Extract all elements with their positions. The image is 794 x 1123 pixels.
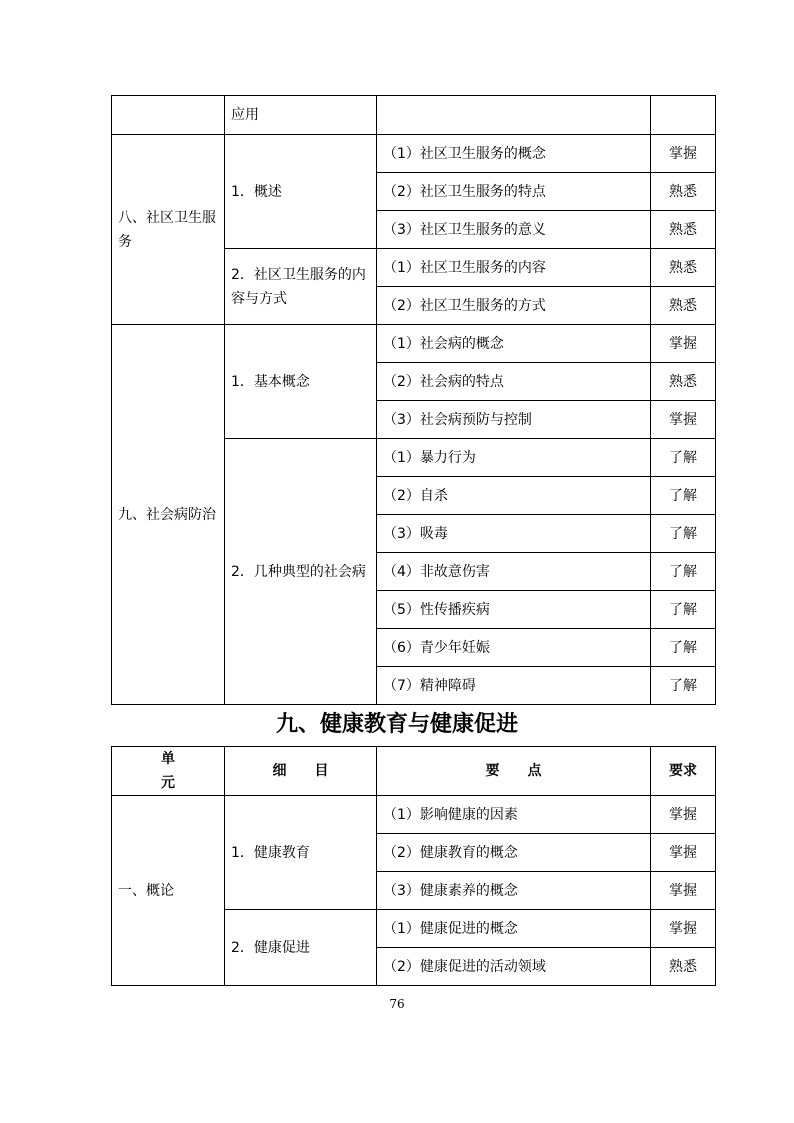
requirement-level: 熟悉 <box>651 173 716 211</box>
section-title: 九、健康教育与健康促进 <box>275 711 518 737</box>
unit-title: 八、社区卫生服务 <box>112 135 225 325</box>
unit-title: 一、概论 <box>112 796 225 986</box>
requirement-level: 熟悉 <box>651 287 716 325</box>
point-item: （3）社会病预防与控制 <box>377 401 651 439</box>
page-number: 76 <box>389 997 405 1011</box>
requirement-level: 熟悉 <box>651 363 716 401</box>
point-item: （7）精神障碍 <box>377 667 651 705</box>
point-item: （1）社区卫生服务的概念 <box>377 135 651 173</box>
detail-title: 1．基本概念 <box>225 325 377 439</box>
point-item: （2）社区卫生服务的方式 <box>377 287 651 325</box>
table-row <box>112 796 716 834</box>
requirement-level: 了解 <box>651 667 716 705</box>
point-item: （2）社区卫生服务的特点 <box>377 173 651 211</box>
header-unit: 单元 <box>112 747 225 796</box>
requirement-level: 了解 <box>651 553 716 591</box>
syllabus-table <box>111 746 716 986</box>
requirement-level: 掌握 <box>651 135 716 173</box>
requirement-cell-empty <box>651 96 716 135</box>
header-detail: 细目 <box>225 747 377 796</box>
table-row <box>112 135 716 173</box>
point-item: （1）暴力行为 <box>377 439 651 477</box>
detail-title: 1．概述 <box>225 135 377 249</box>
table-header-row <box>112 747 716 796</box>
header-point: 要点 <box>377 747 651 796</box>
detail-title: 2．几种典型的社会病 <box>225 439 377 705</box>
requirement-level: 掌握 <box>651 796 716 834</box>
requirement-level: 熟悉 <box>651 249 716 287</box>
requirement-level: 了解 <box>651 477 716 515</box>
detail-title: 2．健康促进 <box>225 910 377 986</box>
requirement-level: 掌握 <box>651 910 716 948</box>
header-requirement: 要求 <box>651 747 716 796</box>
requirement-level: 了解 <box>651 591 716 629</box>
detail-title: 1．健康教育 <box>225 796 377 910</box>
requirement-level: 了解 <box>651 439 716 477</box>
detail-title: 2．社区卫生服务的内容与方式 <box>225 249 377 325</box>
syllabus-table-continued <box>111 95 716 705</box>
point-item: （5）性传播疾病 <box>377 591 651 629</box>
point-item: （3）吸毒 <box>377 515 651 553</box>
point-item: （1）社区卫生服务的内容 <box>377 249 651 287</box>
point-cell-empty <box>377 96 651 135</box>
table-row <box>112 96 716 135</box>
point-item: （1）影响健康的因素 <box>377 796 651 834</box>
requirement-level: 掌握 <box>651 401 716 439</box>
unit-cell-empty <box>112 96 225 135</box>
point-item: （6）青少年妊娠 <box>377 629 651 667</box>
point-item: （3）社区卫生服务的意义 <box>377 211 651 249</box>
requirement-level: 熟悉 <box>651 211 716 249</box>
point-item: （2）健康促进的活动领域 <box>377 948 651 986</box>
point-item: （3）健康素养的概念 <box>377 872 651 910</box>
requirement-level: 掌握 <box>651 872 716 910</box>
point-item: （2）健康教育的概念 <box>377 834 651 872</box>
point-item: （4）非故意伤害 <box>377 553 651 591</box>
requirement-level: 熟悉 <box>651 948 716 986</box>
point-item: （2）社会病的特点 <box>377 363 651 401</box>
requirement-level: 掌握 <box>651 325 716 363</box>
table-row <box>112 325 716 363</box>
requirement-level: 掌握 <box>651 834 716 872</box>
unit-title: 九、社会病防治 <box>112 325 225 705</box>
requirement-level: 了解 <box>651 515 716 553</box>
point-item: （1）健康促进的概念 <box>377 910 651 948</box>
requirement-level: 了解 <box>651 629 716 667</box>
point-item: （2）自杀 <box>377 477 651 515</box>
point-item: （1）社会病的概念 <box>377 325 651 363</box>
detail-cell-continued: 应用 <box>225 96 377 135</box>
